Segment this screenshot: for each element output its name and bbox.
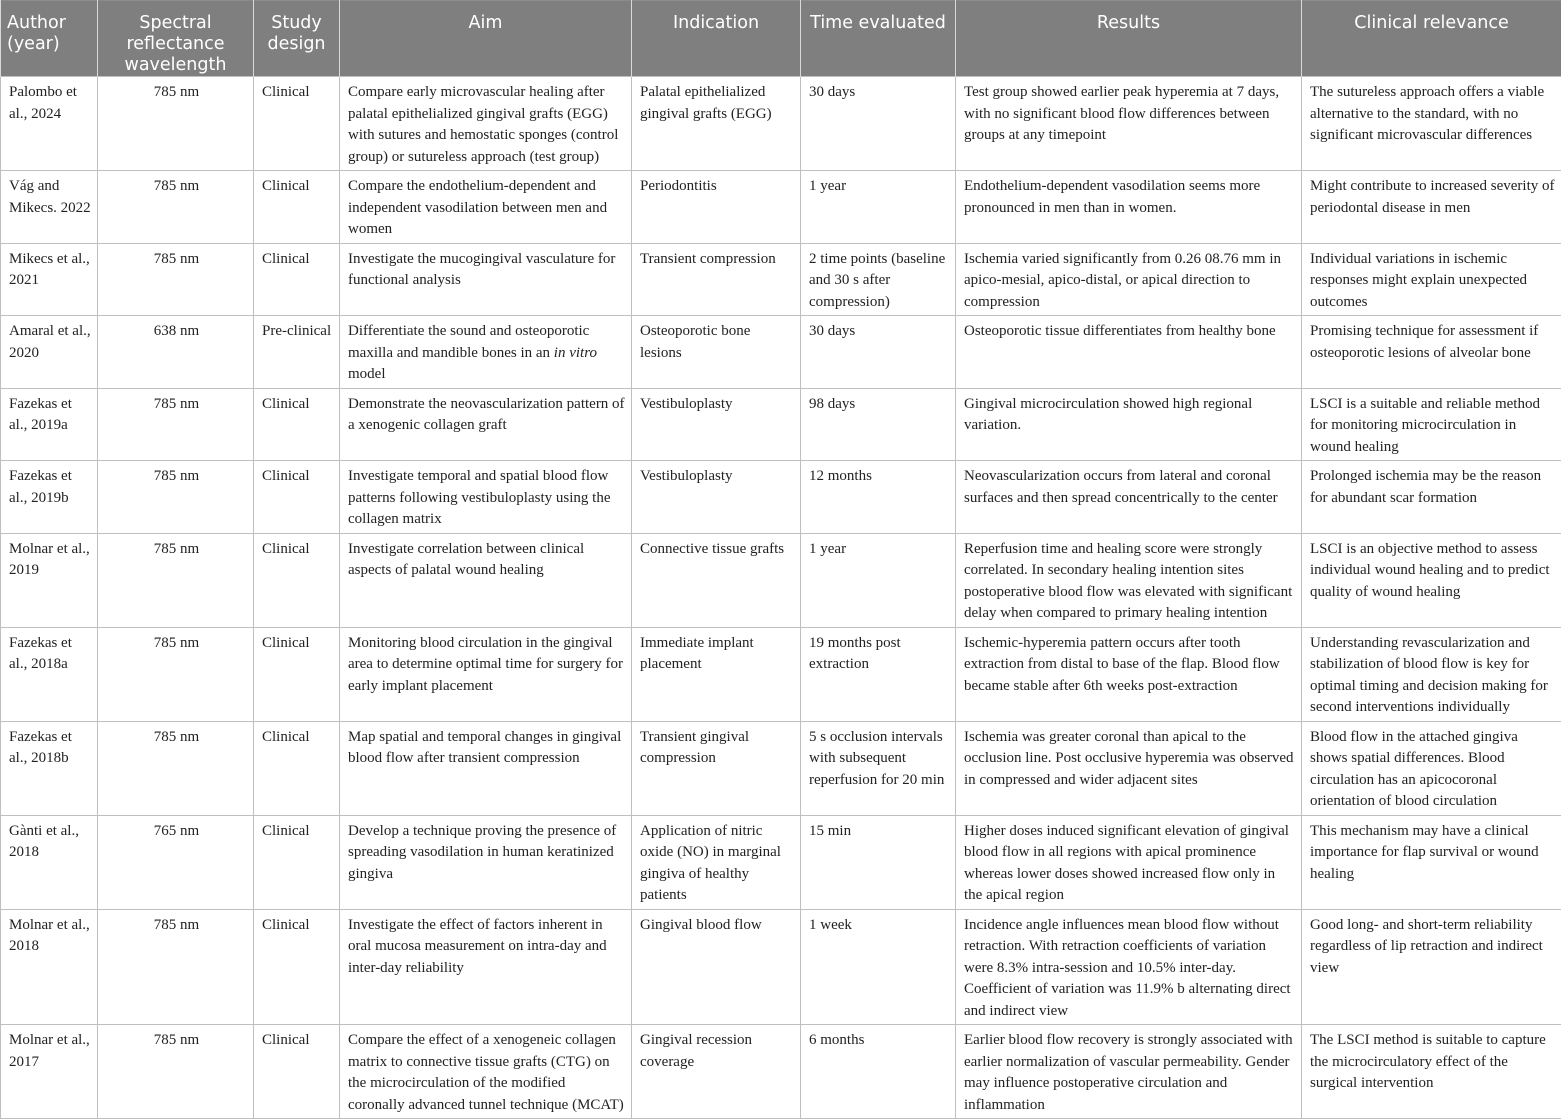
header-results: Results — [956, 1, 1302, 77]
cell-clinical-relevance: Might contribute to increased severity of periodontal disease in men — [1302, 171, 1561, 244]
cell-study-design: Clinical — [254, 721, 340, 815]
cell-wavelength: 638 nm — [98, 316, 254, 389]
cell-indication: Transient gingival compression — [632, 721, 801, 815]
cell-indication: Connective tissue grafts — [632, 533, 801, 627]
aim-text: Differentiate the sound and osteoporotic maxilla and mandible bones in an — [348, 323, 589, 361]
table-row — [1, 316, 1561, 389]
cell-aim: Demonstrate the neovascularization pattern of a xenogenic collagen graft — [340, 388, 632, 461]
table-row — [1, 388, 1561, 461]
cell-study-design: Clinical — [254, 1025, 340, 1119]
cell-author: Fazekas et al., 2018b — [1, 721, 98, 815]
header-aim: Aim — [340, 1, 632, 77]
cell-results: Reperfusion time and healing score were strongly correlated. In secondary healing intention sites postoperative blood flow was elevated with significant delay when compared to primary healing intention — [956, 533, 1302, 627]
table-row — [1, 909, 1561, 1025]
cell-wavelength: 785 nm — [98, 171, 254, 244]
cell-wavelength: 785 nm — [98, 243, 254, 316]
cell-aim: Compare the endothelium-dependent and independent vasodilation between men and women — [340, 171, 632, 244]
cell-clinical-relevance: Good long- and short-term reliability regardless of lip retraction and indirect view — [1302, 909, 1561, 1025]
table-row — [1, 243, 1561, 316]
cell-time-evaluated: 2 time points (baseline and 30 s after compression) — [801, 243, 956, 316]
cell-study-design: Clinical — [254, 627, 340, 721]
cell-author: Molnar et al., 2019 — [1, 533, 98, 627]
cell-indication: Vestibuloplasty — [632, 388, 801, 461]
cell-aim: Compare the effect of a xenogeneic collagen matrix to connective tissue grafts (CTG) on the microcirculation of the modified coronally advanced tunnel technique (MCAT) — [340, 1025, 632, 1119]
cell-clinical-relevance: This mechanism may have a clinical importance for flap survival or wound healing — [1302, 815, 1561, 909]
cell-results: Gingival microcirculation showed high regional variation. — [956, 388, 1302, 461]
cell-results: Ischemia was greater coronal than apical to the occlusion line. Post occlusive hyperemia was observed in compressed and wider adjacent sites — [956, 721, 1302, 815]
header-wavelength: Spectral reflectance wavelength — [98, 1, 254, 77]
header-indication: Indication — [632, 1, 801, 77]
table-row — [1, 77, 1561, 171]
cell-results: Test group showed earlier peak hyperemia at 7 days, with no significant blood flow differences between groups at any timepoint — [956, 77, 1302, 171]
cell-study-design: Clinical — [254, 388, 340, 461]
cell-results: Higher doses induced significant elevation of gingival blood flow in all regions with apical prominence whereas lower doses showed increased flow only in the apical region — [956, 815, 1302, 909]
table-row — [1, 721, 1561, 815]
cell-results: Ischemic-hyperemia pattern occurs after tooth extraction from distal to base of the flap. Blood flow became stable after 6th weeks post-extraction — [956, 627, 1302, 721]
cell-author: Mikecs et al., 2021 — [1, 243, 98, 316]
cell-author: Molnar et al., 2018 — [1, 909, 98, 1025]
cell-wavelength: 785 nm — [98, 388, 254, 461]
cell-study-design: Clinical — [254, 815, 340, 909]
cell-clinical-relevance: LSCI is a suitable and reliable method for monitoring microcirculation in wound healing — [1302, 388, 1561, 461]
cell-clinical-relevance: The LSCI method is suitable to capture the microcirculatory effect of the surgical intervention — [1302, 1025, 1561, 1119]
cell-indication: Transient compression — [632, 243, 801, 316]
cell-time-evaluated: 12 months — [801, 461, 956, 534]
cell-clinical-relevance: Understanding revascularization and stabilization of blood flow is key for optimal timing and decision making for second interventions individually — [1302, 627, 1561, 721]
cell-clinical-relevance: The sutureless approach offers a viable alternative to the standard, with no significant microvascular differences — [1302, 77, 1561, 171]
table-row — [1, 171, 1561, 244]
cell-author: Fazekas et al., 2018a — [1, 627, 98, 721]
cell-wavelength: 785 nm — [98, 627, 254, 721]
cell-indication: Gingival blood flow — [632, 909, 801, 1025]
cell-wavelength: 785 nm — [98, 909, 254, 1025]
table-row — [1, 627, 1561, 721]
cell-wavelength: 785 nm — [98, 721, 254, 815]
cell-aim: Monitoring blood circulation in the gingival area to determine optimal time for surgery for early implant placement — [340, 627, 632, 721]
cell-results: Earlier blood flow recovery is strongly associated with earlier normalization of vascular permeability. Gender may influence postoperative circulation and inflammation — [956, 1025, 1302, 1119]
header-time-evaluated: Time evaluated — [801, 1, 956, 77]
cell-study-design: Clinical — [254, 171, 340, 244]
cell-time-evaluated: 1 week — [801, 909, 956, 1025]
cell-results: Osteoporotic tissue differentiates from healthy bone — [956, 316, 1302, 389]
cell-study-design: Clinical — [254, 77, 340, 171]
cell-indication: Vestibuloplasty — [632, 461, 801, 534]
cell-aim: Investigate temporal and spatial blood flow patterns following vestibuloplasty using the collagen matrix — [340, 461, 632, 534]
cell-author: Fazekas et al., 2019b — [1, 461, 98, 534]
cell-indication: Gingival recession coverage — [632, 1025, 801, 1119]
cell-study-design: Clinical — [254, 909, 340, 1025]
cell-study-design: Pre-clinical — [254, 316, 340, 389]
cell-indication: Immediate implant placement — [632, 627, 801, 721]
cell-study-design: Clinical — [254, 461, 340, 534]
aim-text-end: model — [348, 366, 386, 382]
cell-aim — [340, 316, 632, 389]
cell-time-evaluated: 6 months — [801, 1025, 956, 1119]
cell-indication: Osteoporotic bone lesions — [632, 316, 801, 389]
cell-results: Incidence angle influences mean blood flow without retraction. With retraction coefficients of variation were 8.3% intra-session and 10.5% inter-day. Coefficient of variation was 11.9% b alternating direct and indirect view — [956, 909, 1302, 1025]
cell-indication: Application of nitric oxide (NO) in marginal gingiva of healthy patients — [632, 815, 801, 909]
table-row — [1, 815, 1561, 909]
cell-time-evaluated: 1 year — [801, 171, 956, 244]
cell-author: Fazekas et al., 2019a — [1, 388, 98, 461]
cell-time-evaluated: 30 days — [801, 316, 956, 389]
cell-time-evaluated: 5 s occlusion intervals with subsequent reperfusion for 20 min — [801, 721, 956, 815]
cell-author: Gànti et al., 2018 — [1, 815, 98, 909]
cell-clinical-relevance: Blood flow in the attached gingiva shows spatial differences. Blood circulation has an apicocoronal orientation of blood circulation — [1302, 721, 1561, 815]
cell-indication: Palatal epithelialized gingival grafts (EGG) — [632, 77, 801, 171]
cell-results: Neovascularization occurs from lateral and coronal surfaces and then spread concentrically to the center — [956, 461, 1302, 534]
cell-aim: Map spatial and temporal changes in gingival blood flow after transient compression — [340, 721, 632, 815]
header-row — [1, 1, 1561, 77]
cell-time-evaluated: 15 min — [801, 815, 956, 909]
cell-clinical-relevance: Promising technique for assessment if osteoporotic lesions of alveolar bone — [1302, 316, 1561, 389]
header-clinical-relevance: Clinical relevance — [1302, 1, 1561, 77]
cell-aim: Investigate correlation between clinical aspects of palatal wound healing — [340, 533, 632, 627]
cell-author: Molnar et al., 2017 — [1, 1025, 98, 1119]
cell-clinical-relevance: Individual variations in ischemic responses might explain unexpected outcomes — [1302, 243, 1561, 316]
header-study-design: Study design — [254, 1, 340, 77]
table-row — [1, 461, 1561, 534]
cell-wavelength: 785 nm — [98, 77, 254, 171]
cell-indication: Periodontitis — [632, 171, 801, 244]
cell-aim: Investigate the effect of factors inherent in oral mucosa measurement on intra-day and inter-day reliability — [340, 909, 632, 1025]
cell-study-design: Clinical — [254, 533, 340, 627]
cell-results: Ischemia varied significantly from 0.26 08.76 mm in apico-mesial, apico-distal, or apical direction to compression — [956, 243, 1302, 316]
cell-aim: Investigate the mucogingival vasculature for functional analysis — [340, 243, 632, 316]
cell-wavelength: 785 nm — [98, 1025, 254, 1119]
cell-time-evaluated: 98 days — [801, 388, 956, 461]
cell-time-evaluated: 19 months post extraction — [801, 627, 956, 721]
cell-clinical-relevance: Prolonged ischemia may be the reason for abundant scar formation — [1302, 461, 1561, 534]
cell-author: Palombo et al., 2024 — [1, 77, 98, 171]
aim-italic-text: in vitro — [554, 345, 597, 361]
header-author: Author (year) — [1, 1, 98, 77]
cell-aim: Develop a technique proving the presence of spreading vasodilation in human keratinized gingiva — [340, 815, 632, 909]
cell-time-evaluated: 1 year — [801, 533, 956, 627]
cell-author: Vág and Mikecs. 2022 — [1, 171, 98, 244]
cell-wavelength: 785 nm — [98, 461, 254, 534]
cell-author: Amaral et al., 2020 — [1, 316, 98, 389]
cell-time-evaluated: 30 days — [801, 77, 956, 171]
table-row — [1, 1025, 1561, 1119]
cell-wavelength: 785 nm — [98, 533, 254, 627]
table-row — [1, 533, 1561, 627]
cell-clinical-relevance: LSCI is an objective method to assess individual wound healing and to predict quality of wound healing — [1302, 533, 1561, 627]
cell-aim: Compare early microvascular healing after palatal epithelialized gingival grafts (EGG) with sutures and hemostatic sponges (control group) or sutureless approach (test group) — [340, 77, 632, 171]
cell-study-design: Clinical — [254, 243, 340, 316]
cell-wavelength: 765 nm — [98, 815, 254, 909]
cell-results: Endothelium-dependent vasodilation seems more pronounced in men than in women. — [956, 171, 1302, 244]
